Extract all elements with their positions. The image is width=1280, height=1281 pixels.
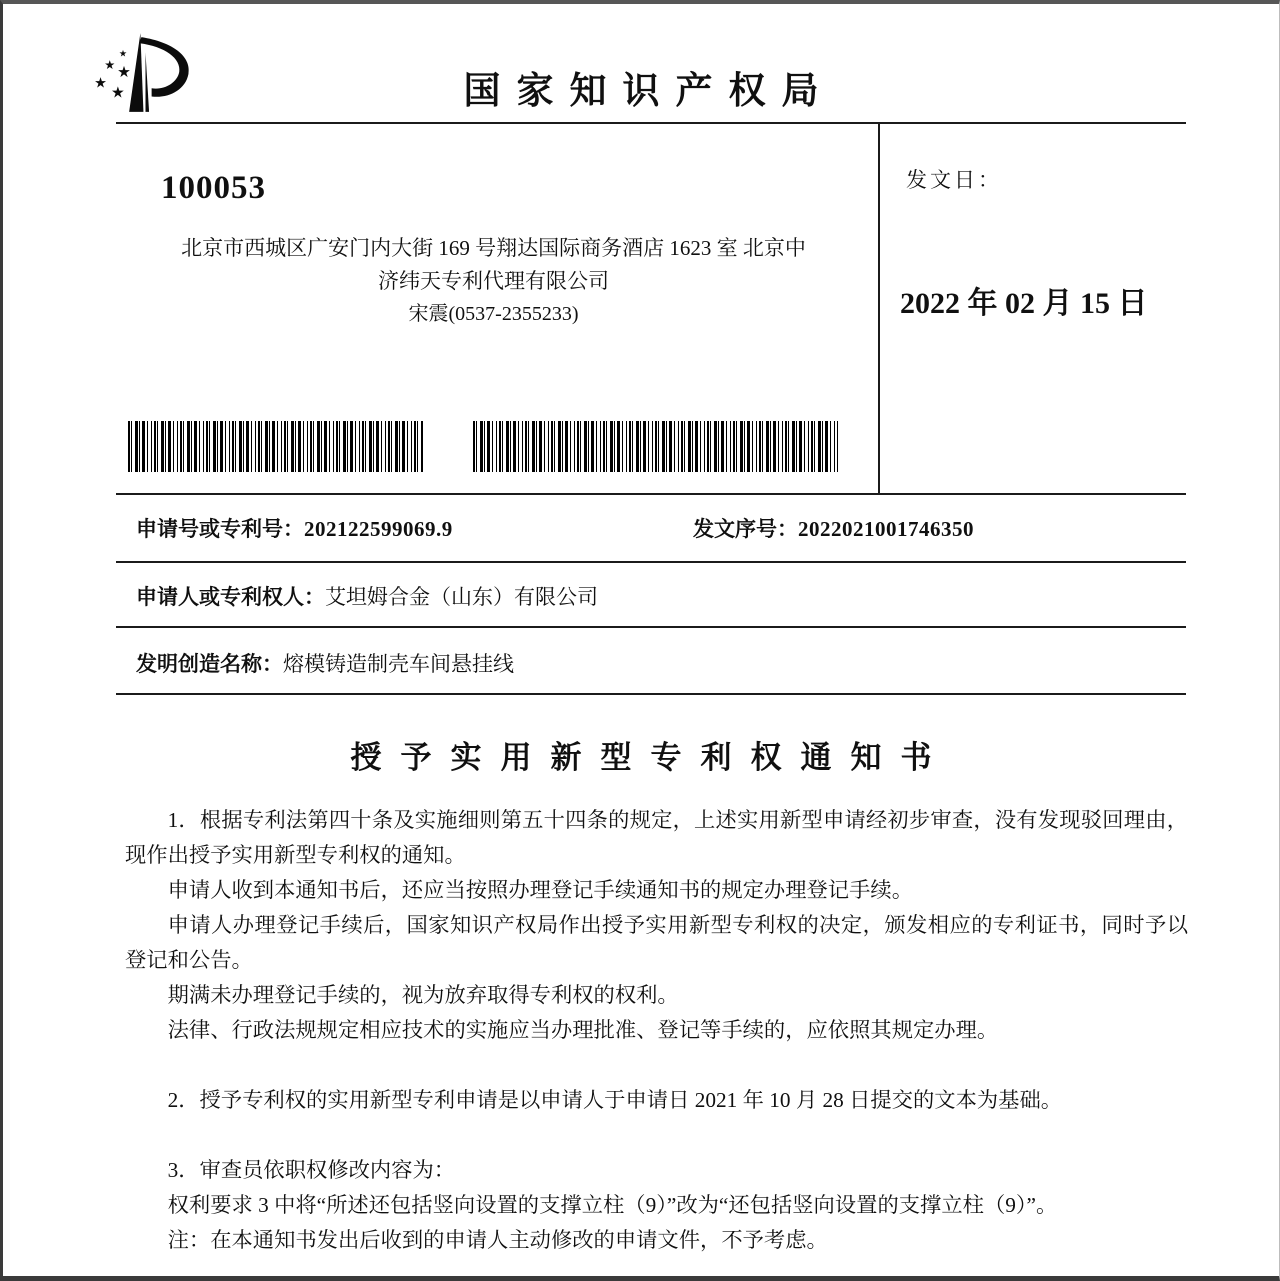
- notice-paragraph: 3．审查员依职权修改内容为：: [167, 1158, 456, 1182]
- address-line-1: 北京市西城区广安门内大街 169 号翔达国际商务酒店 1623 室 北京中: [181, 236, 806, 260]
- dispatch-date-label: 发文日：: [906, 168, 1002, 192]
- application-number-row: [136, 513, 1186, 543]
- invention-title-value: 熔模铸造制壳车间悬挂线: [283, 652, 514, 676]
- dispatch-serial-label: 发文序号：: [693, 517, 798, 541]
- header-divider: [116, 122, 1186, 124]
- notice-paragraph: 申请人办理登记手续后，国家知识产权局作出授予实用新型专利权的决定，颁发相应的专利证书，同时予以登记和公告。: [125, 913, 1188, 972]
- application-number-label: 申请号或专利号：: [136, 517, 304, 541]
- svg-text:★: ★: [117, 63, 131, 82]
- notice-paragraph: 申请人收到本通知书后，还应当按照办理登记手续通知书的规定办理登记手续。: [167, 878, 913, 902]
- barcode-right: [473, 421, 838, 472]
- barcode-divider: [116, 493, 1186, 495]
- postal-code: 100053: [161, 170, 266, 206]
- application-number-value: 202122599069.9: [304, 517, 453, 541]
- notice-paragraph: 1．根据专利法第四十条及实施细则第五十四条的规定，上述实用新型申请经初步审查，没有发现驳回理由，现作出授予实用新型专利权的通知。: [125, 808, 1188, 867]
- dispatch-serial-group: [693, 513, 974, 543]
- svg-text:★: ★: [94, 75, 107, 92]
- svg-text:★: ★: [118, 48, 128, 60]
- address-line-2: 济纬天专利代理有限公司: [378, 269, 609, 293]
- applicant-value: 艾坦姆合金（山东）有限公司: [325, 585, 598, 609]
- applicant-label: 申请人或专利权人：: [136, 585, 325, 609]
- notice-title: 授予实用新型专利权通知书: [350, 740, 951, 775]
- svg-text:★: ★: [104, 57, 116, 72]
- agency-title: 国家知识产权局: [463, 71, 835, 112]
- dispatch-date-value: 2022 年 02 月 15 日: [900, 287, 1148, 320]
- notice-paragraph: 期满未办理登记手续的，视为放弃取得专利权的权利。: [167, 983, 679, 1007]
- applicant-row: [136, 581, 1186, 611]
- mailing-address: [121, 232, 866, 331]
- notice-paragraph: 权利要求 3 中将“所述还包括竖向设置的支撑立柱（9）”改为“还包括竖向设置的支撑立柱（9）”。: [167, 1193, 1058, 1217]
- notice-paragraph: 2．授予专利权的实用新型专利申请是以申请人于申请日 2021 年 10 月 28 日提交的文本为基础。: [167, 1088, 1063, 1112]
- dispatch-serial-value: 2022021001746350: [798, 517, 974, 541]
- notice-body: [125, 803, 1188, 1258]
- notice-paragraph: 法律、行政法规规定相应技术的实施应当办理批准、登记等手续的，应依照其规定办理。: [167, 1018, 999, 1042]
- row-divider: [116, 693, 1186, 695]
- contact-line: 宋震(0537-2355233): [408, 303, 579, 325]
- row-divider: [116, 561, 1186, 563]
- barcode-left: [128, 421, 423, 472]
- invention-title-row: [136, 648, 1186, 678]
- address-date-divider: [878, 122, 880, 495]
- row-divider: [116, 626, 1186, 628]
- svg-text:★: ★: [111, 83, 125, 102]
- invention-title-label: 发明创造名称：: [136, 652, 283, 676]
- notice-paragraph: 注：在本通知书发出后收到的申请人主动修改的申请文件，不予考虑。: [167, 1228, 828, 1252]
